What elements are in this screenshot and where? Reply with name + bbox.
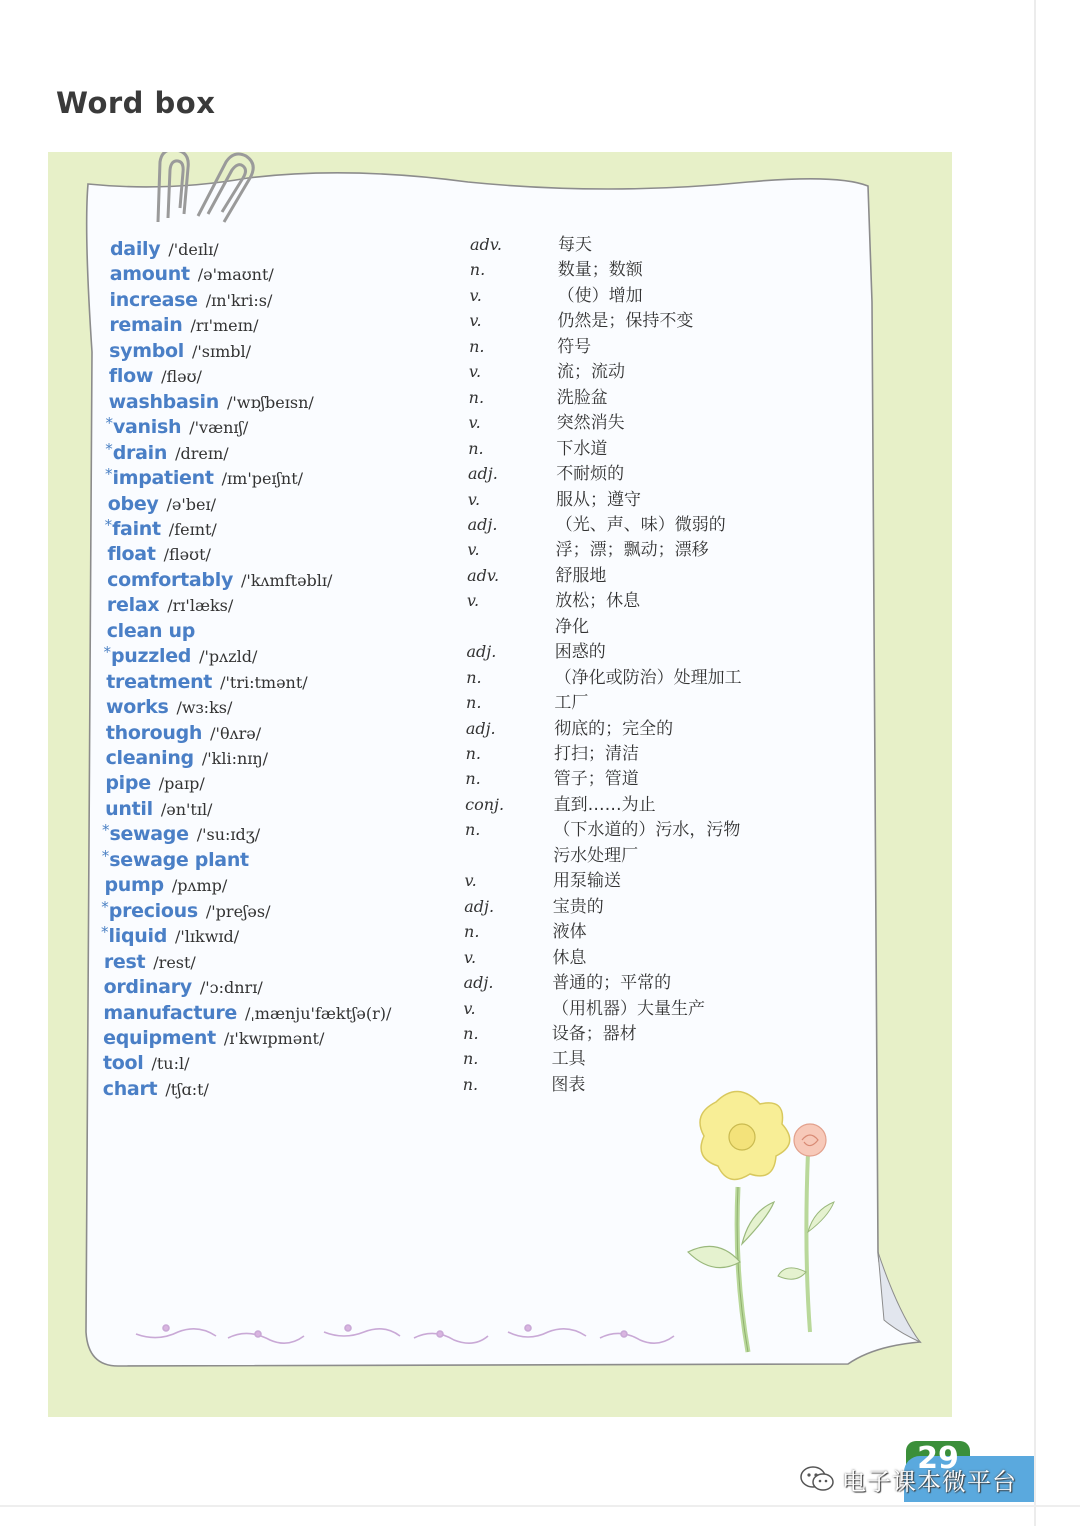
- word-meaning: 彻底的；完全的: [554, 718, 674, 739]
- word-headword-cell: [103, 1072, 209, 1103]
- word-entry: [0, 741, 900, 767]
- word-phonetic: /paɪp/: [158, 774, 205, 794]
- word-meaning: 宝贵的: [552, 896, 604, 917]
- word-term: float: [107, 543, 156, 566]
- word-term: liquid: [108, 925, 168, 948]
- word-meaning: （光、声、味）微弱的: [555, 514, 726, 535]
- word-entry: [0, 970, 900, 999]
- word-phonetic: /rɪ'læks/: [167, 596, 234, 616]
- word-part-of-speech: v.: [463, 998, 476, 1018]
- word-entry: [0, 716, 900, 742]
- word-phonetic: /tu:l/: [151, 1054, 190, 1074]
- word-entry: [0, 359, 900, 388]
- word-meaning: 不耐烦的: [556, 464, 625, 485]
- word-entry: [0, 283, 900, 309]
- word-meaning: 数量；数额: [557, 260, 643, 281]
- word-entry: [0, 919, 900, 948]
- word-part-of-speech: v.: [468, 413, 481, 433]
- word-entry: [0, 766, 900, 795]
- word-entry: [0, 232, 900, 258]
- word-entry: [0, 817, 900, 846]
- page-title: Word box: [56, 86, 216, 120]
- word-part-of-speech: n.: [465, 769, 481, 789]
- word-part-of-speech: conj.: [465, 794, 505, 814]
- star-marker: *: [101, 923, 109, 942]
- word-phonetic: /'lɪkwɪd/: [175, 927, 240, 947]
- word-term: works: [106, 696, 169, 719]
- word-meaning: 服从；遵守: [556, 489, 641, 510]
- word-term: ordinary: [103, 976, 192, 999]
- word-entry: [0, 334, 900, 360]
- word-entry: [0, 257, 900, 286]
- word-meaning: 图表: [551, 1074, 586, 1095]
- word-entry: [0, 843, 900, 869]
- word-term: cleaning: [105, 747, 194, 769]
- word-phonetic: /'θʌrə/: [210, 723, 262, 743]
- word-phonetic: /tʃɑ:t/: [165, 1079, 209, 1099]
- word-entry: [0, 1021, 900, 1047]
- word-meaning: 洗脸盆: [556, 387, 608, 408]
- word-part-of-speech: n.: [463, 1023, 479, 1043]
- word-part-of-speech: n.: [468, 387, 485, 407]
- word-meaning: 直到……为止: [553, 794, 656, 815]
- word-part-of-speech: adv.: [470, 235, 503, 254]
- word-phonetic: /fləʊt/: [163, 545, 211, 565]
- word-meaning: 设备；器材: [551, 1023, 637, 1044]
- word-phonetic: /ˌmænju'fæktʃə(r)/: [244, 1003, 392, 1023]
- word-meaning: 净化: [555, 616, 589, 637]
- word-term: thorough: [105, 721, 203, 744]
- word-meaning: 舒服地: [555, 565, 607, 586]
- word-entry: [0, 385, 900, 411]
- page-edge-shadow: [1034, 0, 1036, 1526]
- word-term: daily: [110, 238, 161, 260]
- word-part-of-speech: n.: [464, 922, 480, 942]
- word-term: impatient: [112, 467, 214, 490]
- word-part-of-speech: n.: [464, 820, 481, 840]
- word-meaning: 下水道: [556, 438, 608, 459]
- word-term: manufacture: [103, 1001, 237, 1024]
- word-part-of-speech: v.: [467, 489, 481, 509]
- word-entry: [0, 665, 900, 691]
- word-meaning: 放松；休息: [555, 591, 641, 612]
- word-meaning: 普通的；平常的: [552, 973, 672, 994]
- word-meaning: 污水处理厂: [553, 845, 639, 866]
- word-entry: [0, 487, 900, 513]
- word-meaning: 工厂: [554, 693, 589, 714]
- word-entry: [0, 436, 900, 462]
- wechat-icon: [800, 1465, 834, 1493]
- word-phonetic: /'ɔ:dnrɪ/: [199, 978, 263, 998]
- word-term: clean up: [106, 619, 196, 642]
- word-term: puzzled: [110, 645, 192, 668]
- word-term: symbol: [109, 339, 184, 362]
- word-meaning: 困惑的: [554, 642, 606, 663]
- word-part-of-speech: adj.: [468, 464, 498, 484]
- word-phonetic: /wɜ:ks/: [176, 698, 233, 718]
- word-meaning: 打扫；清洁: [554, 744, 639, 764]
- word-term: sewage plant: [109, 848, 249, 871]
- word-part-of-speech: v.: [468, 362, 482, 382]
- word-phonetic: /rest/: [153, 952, 196, 972]
- word-phonetic: /'sɪmbl/: [191, 341, 252, 361]
- word-meaning: （净化或防治）处理加工: [554, 667, 742, 688]
- word-phonetic: /ə'beɪ/: [166, 494, 217, 514]
- watermark: [800, 1462, 1017, 1496]
- word-phonetic: /ən'tɪl/: [160, 799, 213, 819]
- word-phonetic: /ɪm'peɪʃnt/: [221, 469, 304, 489]
- word-entry: [0, 690, 900, 719]
- word-term: relax: [106, 594, 160, 617]
- word-term: chart: [102, 1077, 158, 1100]
- star-marker: *: [104, 515, 113, 534]
- word-part-of-speech: n.: [466, 667, 482, 687]
- word-term: vanish: [112, 416, 182, 439]
- word-term: sewage: [109, 823, 189, 846]
- word-part-of-speech: v.: [469, 311, 482, 331]
- word-term: treatment: [106, 670, 213, 693]
- word-term: remain: [109, 314, 183, 337]
- word-phonetic: /'kli:nɪŋ/: [201, 749, 269, 768]
- word-phonetic: /fləʊ/: [161, 367, 202, 387]
- word-part-of-speech: n.: [468, 438, 484, 458]
- word-part-of-speech: adj.: [465, 718, 496, 738]
- word-entry: [0, 588, 900, 617]
- word-part-of-speech: n.: [462, 1074, 479, 1094]
- word-entry: [0, 894, 900, 920]
- star-marker: *: [105, 439, 113, 458]
- word-part-of-speech: n.: [466, 693, 482, 713]
- star-marker: *: [105, 465, 113, 484]
- word-part-of-speech: adj.: [466, 642, 497, 662]
- word-meaning: 管子；管道: [553, 769, 639, 790]
- word-meaning: 休息: [552, 947, 587, 968]
- star-marker: *: [103, 643, 111, 662]
- page-bottom-edge: [0, 1505, 1080, 1507]
- word-part-of-speech: v.: [469, 285, 482, 305]
- word-part-of-speech: n.: [462, 1049, 479, 1069]
- word-entry: [0, 945, 900, 971]
- star-marker: *: [101, 897, 109, 916]
- word-part-of-speech: v.: [467, 540, 480, 560]
- word-part-of-speech: adj.: [463, 973, 494, 993]
- word-phonetic: /rɪ'meɪn/: [190, 316, 259, 336]
- word-entry: [0, 996, 900, 1022]
- word-term: precious: [108, 899, 198, 922]
- word-part-of-speech: v.: [463, 947, 477, 967]
- word-phonetic: /dreɪn/: [175, 443, 229, 463]
- watermark-text: 电子课本微平台: [842, 1467, 1017, 1496]
- word-phonetic: /ɪn'kri:s/: [205, 290, 273, 310]
- word-term: equipment: [103, 1026, 216, 1049]
- word-entry: [0, 868, 900, 897]
- word-meaning: （下水道的）污水，污物: [553, 820, 741, 841]
- word-part-of-speech: n.: [469, 336, 485, 356]
- word-term: flow: [108, 365, 154, 388]
- word-term: until: [105, 797, 153, 820]
- word-phonetic: /'wɒʃbeɪsn/: [226, 392, 314, 412]
- word-meaning: （使）增加: [557, 285, 643, 306]
- word-entry: [0, 614, 900, 640]
- word-term: comfortably: [107, 568, 234, 591]
- word-part-of-speech: adj.: [467, 514, 498, 534]
- word-phonetic: /'pʌzld/: [199, 647, 258, 667]
- word-phonetic: /ɪ'kwɪpmənt/: [223, 1028, 325, 1048]
- word-meaning: （用机器）大量生产: [552, 998, 705, 1019]
- word-term: obey: [107, 492, 159, 515]
- word-term: rest: [103, 950, 146, 973]
- word-part-of-speech: adv.: [467, 565, 500, 585]
- word-phonetic: /'kʌmftəblɪ/: [241, 570, 333, 590]
- word-term: drain: [112, 441, 168, 464]
- word-part-of-speech: n.: [465, 744, 481, 763]
- page-number: 29: [917, 1441, 959, 1476]
- word-meaning: 突然消失: [556, 413, 625, 434]
- word-entry: [0, 537, 900, 566]
- word-part-of-speech: adj.: [464, 896, 495, 916]
- word-entry: [0, 563, 900, 589]
- word-term: faint: [112, 517, 161, 540]
- word-meaning: 用泵输送: [553, 871, 621, 892]
- word-entry: [0, 639, 900, 668]
- word-part-of-speech: v.: [464, 871, 477, 891]
- word-entry: [0, 1072, 900, 1098]
- word-entry: [0, 461, 900, 490]
- word-entry: [0, 792, 900, 818]
- word-term: tool: [102, 1052, 144, 1075]
- word-term: pipe: [105, 772, 151, 795]
- word-phonetic: /ə'maʊnt/: [197, 265, 274, 285]
- word-meaning: 流；流动: [557, 362, 625, 383]
- word-meaning: 工具: [551, 1049, 586, 1070]
- word-term: increase: [109, 288, 198, 311]
- word-phonetic: /'vænɪʃ/: [189, 418, 249, 438]
- word-meaning: 符号: [557, 336, 592, 357]
- word-meaning: 每天: [558, 235, 592, 255]
- word-entry: [0, 308, 900, 337]
- word-term: pump: [104, 874, 164, 897]
- word-entry: [0, 512, 900, 538]
- word-term: washbasin: [108, 390, 219, 413]
- word-part-of-speech: v.: [466, 591, 480, 611]
- word-phonetic: /'preʃəs/: [205, 901, 271, 921]
- star-marker: *: [101, 821, 110, 840]
- word-phonetic: /pʌmp/: [171, 876, 228, 896]
- word-part-of-speech: n.: [469, 260, 486, 280]
- word-meaning: 仍然是；保持不变: [557, 311, 694, 332]
- word-phonetic: /'su:ɪdʒ/: [196, 825, 261, 845]
- word-phonetic: /'deɪlɪ/: [168, 240, 219, 259]
- word-term: amount: [109, 263, 190, 286]
- word-entry: [0, 1046, 900, 1075]
- word-meaning: 液体: [552, 922, 587, 943]
- word-entry: [0, 410, 900, 439]
- word-phonetic: /'tri:tmənt/: [220, 672, 308, 692]
- star-marker: *: [105, 414, 113, 433]
- word-meaning: 浮；漂；飘动；漂移: [555, 540, 709, 561]
- word-phonetic: /feɪnt/: [168, 519, 217, 539]
- star-marker: *: [101, 846, 110, 865]
